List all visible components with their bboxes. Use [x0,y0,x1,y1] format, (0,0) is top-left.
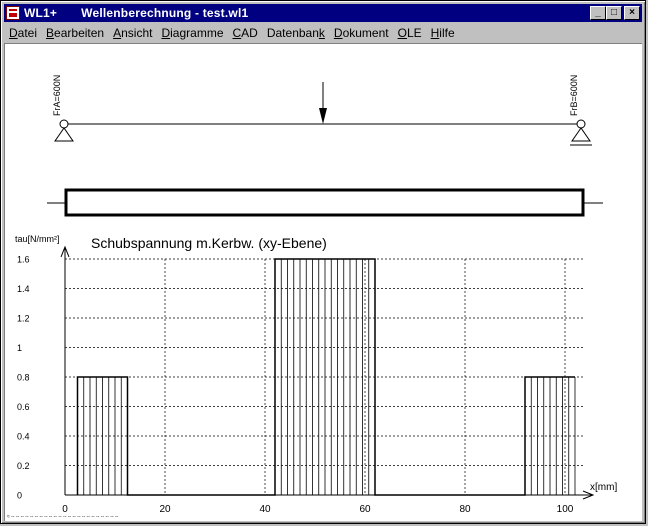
x-tick-label: 60 [359,504,371,515]
left-support-triangle [55,128,73,141]
x-tick-label: 80 [459,504,471,515]
menu-ansicht[interactable]: Ansicht [113,25,153,40]
y-axis-label: tau[N/mm²] [15,234,60,244]
y-tick-label: 0.4 [17,431,30,442]
y-tick-label: 1.4 [17,284,30,294]
menu-datenbank[interactable]: Datenbank [266,25,325,40]
y-tick-label: 1.6 [17,254,30,265]
menu-diagramme[interactable]: Diagramme [161,25,224,40]
menu-cad[interactable]: CAD [232,25,258,40]
shaft-diagram [5,44,641,520]
right-support-pin [577,120,585,128]
drawing-canvas[interactable] [4,43,642,521]
right-support-triangle [572,128,590,141]
app-icon[interactable] [6,6,20,20]
menu-hilfe[interactable]: Hilfe [430,25,455,40]
document-title: Wellenberechnung - test.wl1 [81,6,249,20]
x-tick-label: 20 [159,504,171,515]
menu-datei[interactable]: Datei [9,25,38,40]
maximize-button[interactable]: □ [606,6,622,20]
menu-bearbeiten[interactable]: Bearbeiten [46,25,105,40]
right-support-label: FrB=600N [569,74,579,116]
shaft-outline [66,190,583,215]
x-tick-label: 0 [62,504,68,515]
menu-ole[interactable]: OLE [397,25,422,40]
footer-text: ≈ -- -- -- -- -- -- -- -- -- -- -- -- -- -- -- -- -- -- -- -- -- -- -- [7,514,119,520]
x-tick-label: 40 [259,504,271,515]
load-arrow-head [319,108,327,124]
window-controls [590,6,640,20]
y-tick-label: 0.8 [17,372,30,383]
close-button[interactable]: × [624,6,640,20]
y-tick-label: 0.6 [17,402,30,412]
x-tick-label: 100 [556,504,574,515]
y-tick-label: 1.2 [17,313,30,324]
chart-title: Schubspannung m.Kerbw. (xy-Ebene) [91,235,327,251]
left-support-label: FrA=600N [52,74,62,116]
y-tick-label: 0.2 [17,461,30,471]
y-tick-label: 0 [17,490,23,501]
menu-dokument[interactable]: Dokument [333,25,389,40]
left-support-pin [60,120,68,128]
x-axis-label: x[mm] [590,482,618,493]
title-bar[interactable] [4,4,642,22]
app-title: WL1+ [24,6,58,20]
menu-bar [4,23,642,42]
minimize-button[interactable]: _ [590,6,606,20]
y-tick-label: 1 [17,343,23,353]
